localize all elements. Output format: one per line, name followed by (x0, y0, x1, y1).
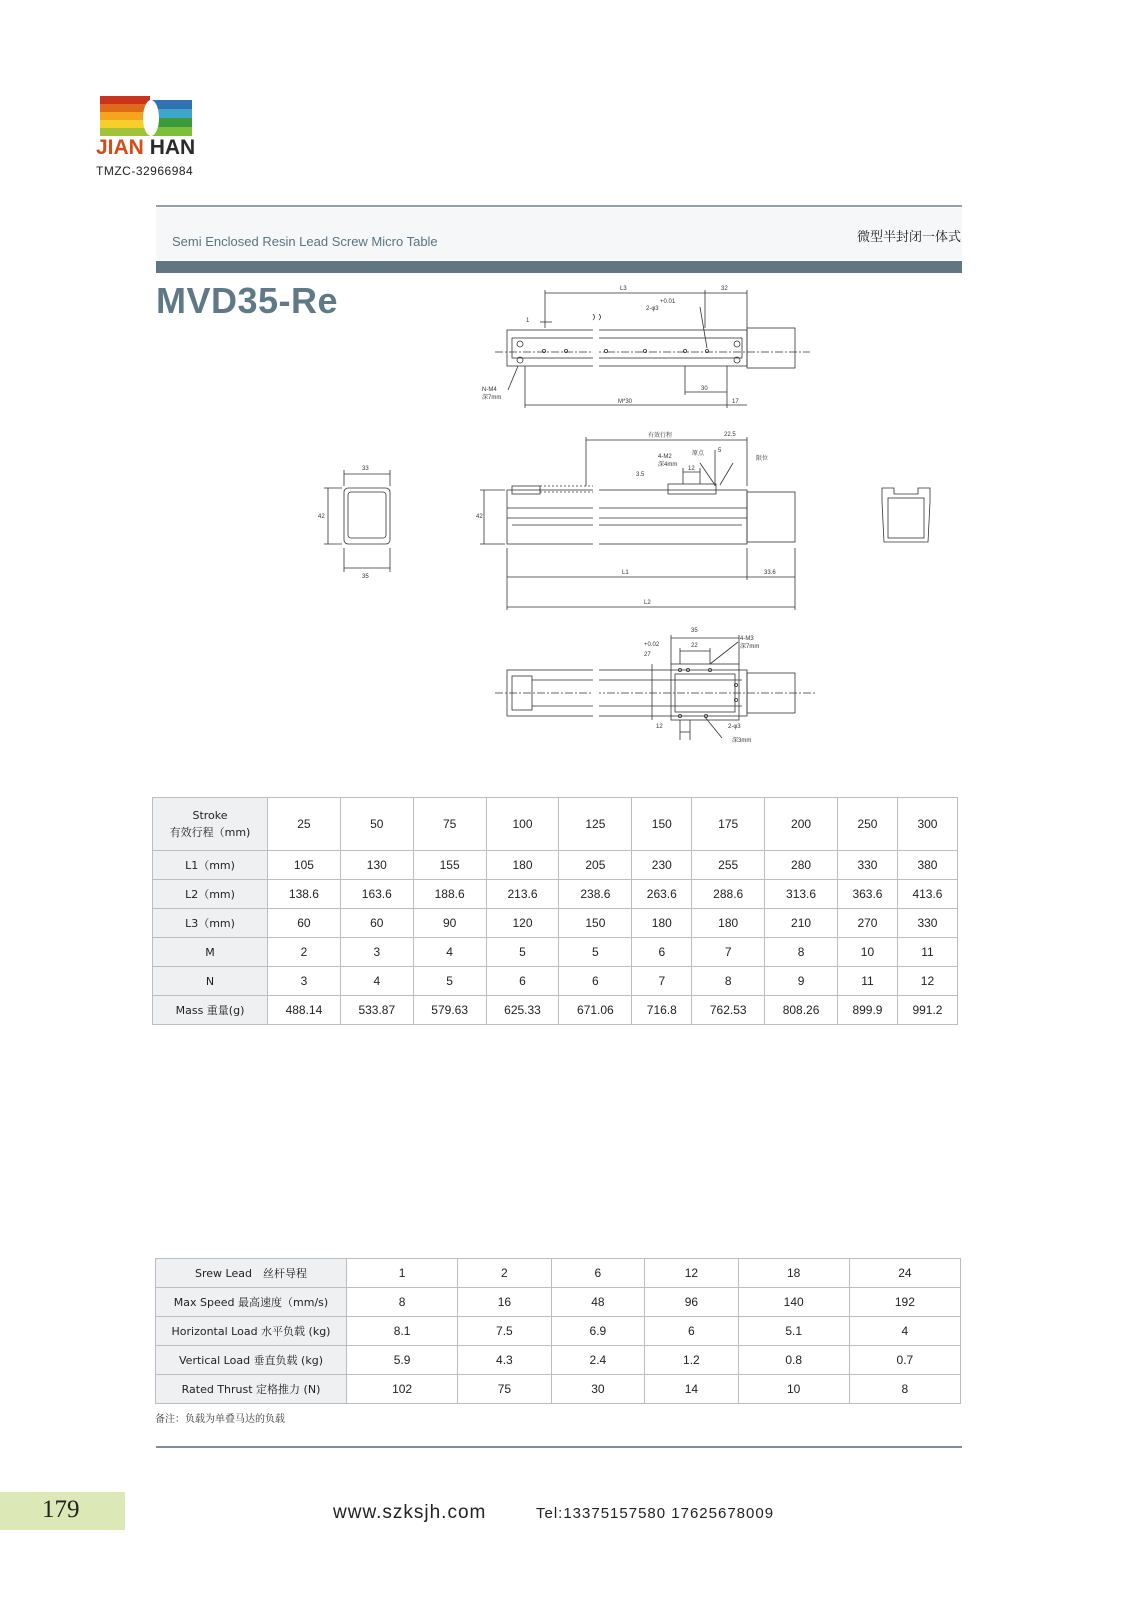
table-cell: 230 (632, 851, 692, 880)
table-cell: 5.1 (738, 1317, 849, 1346)
table-cell: 238.6 (559, 880, 632, 909)
dim-b35: 35 (691, 628, 698, 634)
table-cell: 120 (486, 909, 559, 938)
brand-code: TMZC-32966984 (96, 164, 194, 178)
dim-l3: L3 (620, 286, 627, 292)
table-cell: 60 (340, 909, 413, 938)
table-cell: 762.53 (692, 996, 765, 1025)
table-cell: 7 (632, 967, 692, 996)
table-cell: 90 (413, 909, 486, 938)
bottom-view (495, 635, 815, 740)
table-cell: 6 (559, 967, 632, 996)
row-label: Max Speed 最高速度（mm/s) (156, 1288, 347, 1317)
table-cell: 1 (347, 1259, 458, 1288)
table-cell: 175 (692, 798, 765, 851)
website-link[interactable]: www.szksjh.com (333, 1502, 487, 1523)
table-cell: 5 (413, 967, 486, 996)
table-cell: 3 (340, 938, 413, 967)
row-label: L3（mm) (153, 909, 268, 938)
table-cell: 6 (645, 1317, 738, 1346)
table-cell: 12 (645, 1259, 738, 1288)
dim-1: 1 (526, 318, 530, 324)
table-row (156, 1259, 961, 1288)
table-cell: 105 (268, 851, 341, 880)
table-cell: 7.5 (458, 1317, 551, 1346)
table-cell: 255 (692, 851, 765, 880)
stroke-label-en: Stroke (192, 809, 228, 822)
table-cell: 155 (413, 851, 486, 880)
table-cell: 140 (738, 1288, 849, 1317)
table-cell: 205 (559, 851, 632, 880)
table-cell: 579.63 (413, 996, 486, 1025)
table-row (153, 967, 958, 996)
performance-table (155, 1258, 961, 1404)
table-cell: 75 (413, 798, 486, 851)
table-cell: 4 (340, 967, 413, 996)
table-cell: 4 (413, 938, 486, 967)
row-label: L2（mm) (153, 880, 268, 909)
header-bottom-rule (156, 261, 962, 273)
stroke-header (153, 798, 268, 851)
table-cell: 24 (849, 1259, 960, 1288)
table-cell: 150 (632, 798, 692, 851)
header-top-rule (156, 205, 962, 207)
table-cell: 96 (645, 1288, 738, 1317)
footer-rule (156, 1446, 962, 1448)
dim-12: 12 (688, 466, 695, 472)
dim-b12: 12 (656, 724, 663, 730)
table-cell: 180 (632, 909, 692, 938)
load-note: 备注：负载为单叠马达的负载 (155, 1414, 285, 1425)
table-cell: 0.8 (738, 1346, 849, 1375)
table-row (156, 1375, 961, 1404)
table-cell: 130 (340, 851, 413, 880)
table-cell: 180 (486, 851, 559, 880)
dim-depth4: 深4mm (658, 462, 678, 468)
table-cell: 250 (837, 798, 897, 851)
dim-limit: 限位 (756, 456, 769, 462)
table-cell: 2 (268, 938, 341, 967)
dim-h42b: 42 (476, 514, 483, 520)
dim-m30: M*30 (618, 399, 633, 405)
table-cell: 6 (632, 938, 692, 967)
table-cell: 75 (458, 1375, 551, 1404)
table-cell: 288.6 (692, 880, 765, 909)
table-row (153, 909, 958, 938)
dim-l2: L2 (644, 600, 651, 606)
table-cell: 30 (551, 1375, 644, 1404)
table-row (153, 880, 958, 909)
table-cell: 363.6 (837, 880, 897, 909)
row-label: Horizontal Load 水平负载 (kg) (156, 1317, 347, 1346)
table-row (153, 798, 958, 851)
dim-w33: 33 (362, 466, 369, 472)
table-cell: 1.2 (645, 1346, 738, 1375)
table-cell: 12 (897, 967, 957, 996)
table-cell: 200 (765, 798, 838, 851)
table-cell: 8 (765, 938, 838, 967)
dim-17: 17 (732, 399, 739, 405)
table-cell: 60 (268, 909, 341, 938)
table-cell: 6 (551, 1259, 644, 1288)
brand-name-part2: HAN (149, 136, 196, 159)
dim-nm4: N-M4 (482, 387, 497, 393)
end-view-right (882, 488, 930, 542)
table-cell: 163.6 (340, 880, 413, 909)
english-title: Semi Enclosed Resin Lead Screw Micro Table (172, 234, 438, 249)
dim-33-6: 33.6 (764, 570, 776, 576)
dim-tol02: +0.02 (644, 642, 660, 648)
dim-b27: 27 (644, 652, 651, 658)
table-row (153, 938, 958, 967)
table-row (153, 851, 958, 880)
table-cell: 14 (645, 1375, 738, 1404)
table-row (156, 1346, 961, 1375)
table-cell: 8 (692, 967, 765, 996)
table-cell: 6 (486, 967, 559, 996)
table-cell: 8.1 (347, 1317, 458, 1346)
dim-l1: L1 (622, 570, 629, 576)
model-name: MVD35-Re (156, 280, 339, 321)
table-cell: 48 (551, 1288, 644, 1317)
dim-30: 30 (701, 386, 708, 392)
row-label: Vertical Load 垂直负载 (kg) (156, 1346, 347, 1375)
table-cell: 188.6 (413, 880, 486, 909)
table-cell: 280 (765, 851, 838, 880)
table-cell: 488.14 (268, 996, 341, 1025)
row-label: Mass 重量(g) (153, 996, 268, 1025)
table-cell: 300 (897, 798, 957, 851)
table-cell: 263.6 (632, 880, 692, 909)
table-cell: 11 (897, 938, 957, 967)
table-cell: 330 (897, 909, 957, 938)
table-cell: 125 (559, 798, 632, 851)
dim-depth3: 深3mm (732, 738, 752, 744)
dim-22-5: 22.5 (724, 432, 736, 438)
dim-h42: 42 (318, 514, 325, 520)
table-cell: 2 (458, 1259, 551, 1288)
table-cell: 102 (347, 1375, 458, 1404)
row-label: N (153, 967, 268, 996)
dim-4m2: 4-M2 (658, 454, 672, 460)
table-cell: 100 (486, 798, 559, 851)
page-number: 179 (42, 1496, 80, 1523)
row-label: L1（mm) (153, 851, 268, 880)
table-cell: 210 (765, 909, 838, 938)
dim-hole-b: 2-φ3 (728, 724, 741, 730)
dim-b22: 22 (691, 643, 698, 649)
row-label: Rated Thrust 定格推力 (N) (156, 1375, 347, 1404)
side-view (480, 437, 795, 610)
table-cell: 25 (268, 798, 341, 851)
dim-tol: +0.01 (660, 299, 676, 305)
table-cell: 8 (849, 1375, 960, 1404)
table-cell: 9 (765, 967, 838, 996)
dim-depth7b: 深7mm (740, 644, 760, 650)
table-cell: 5 (559, 938, 632, 967)
dim-32: 32 (721, 286, 728, 292)
brand-name (96, 136, 195, 160)
table-cell: 213.6 (486, 880, 559, 909)
spec-table (152, 797, 958, 1025)
table-row (156, 1317, 961, 1346)
table-cell: 808.26 (765, 996, 838, 1025)
table-cell: 2.4 (551, 1346, 644, 1375)
drawing-canvas (300, 280, 980, 760)
row-label: Srew Lead 丝杆导程 (156, 1259, 347, 1288)
table-cell: 16 (458, 1288, 551, 1317)
table-cell: 0.7 (849, 1346, 960, 1375)
table-cell: 10 (837, 938, 897, 967)
stroke-label-cn: 有效行程（mm) (169, 826, 251, 839)
table-row (153, 996, 958, 1025)
table-cell: 8 (347, 1288, 458, 1317)
table-cell: 18 (738, 1259, 849, 1288)
row-label: M (153, 938, 268, 967)
table-cell: 4.3 (458, 1346, 551, 1375)
table-cell: 50 (340, 798, 413, 851)
table-cell: 380 (897, 851, 957, 880)
table-cell: 10 (738, 1375, 849, 1404)
dim-w35: 35 (362, 574, 369, 580)
table-cell: 5.9 (347, 1346, 458, 1375)
table-row (156, 1288, 961, 1317)
table-cell: 625.33 (486, 996, 559, 1025)
table-cell: 270 (837, 909, 897, 938)
table-cell: 716.8 (632, 996, 692, 1025)
table-cell: 150 (559, 909, 632, 938)
table-cell: 899.9 (837, 996, 897, 1025)
dim-depth7: 深7mm (482, 395, 502, 401)
brand-name-part1: JIAN (96, 136, 144, 159)
table-cell: 6.9 (551, 1317, 644, 1346)
end-view-left (324, 470, 390, 572)
table-cell: 330 (837, 851, 897, 880)
technical-drawings (300, 280, 980, 760)
table-cell: 4 (849, 1317, 960, 1346)
telephone: Tel:13375157580 17625678009 (536, 1505, 775, 1522)
table-cell: 11 (837, 967, 897, 996)
table-cell: 5 (486, 938, 559, 967)
table-cell: 413.6 (897, 880, 957, 909)
table-cell: 180 (692, 909, 765, 938)
table-cell: 313.6 (765, 880, 838, 909)
chinese-title: 微型半封闭一体式 (856, 230, 961, 245)
table-cell: 671.06 (559, 996, 632, 1025)
dim-origin: 原点 (692, 451, 705, 457)
dim-5: 5 (718, 448, 722, 454)
brand-logo (96, 96, 196, 186)
table-cell: 533.87 (340, 996, 413, 1025)
dim-hole-top: 2-φ3 (646, 306, 659, 312)
dim-4m3: 4-M3 (740, 636, 754, 642)
table-cell: 7 (692, 938, 765, 967)
table-cell: 138.6 (268, 880, 341, 909)
logo-stripes-icon (100, 96, 192, 136)
table-cell: 991.2 (897, 996, 957, 1025)
table-cell: 3 (268, 967, 341, 996)
dim-3-5: 3.5 (636, 472, 645, 478)
table-cell: 192 (849, 1288, 960, 1317)
dim-eff-stroke: 有效行程 (648, 433, 673, 439)
